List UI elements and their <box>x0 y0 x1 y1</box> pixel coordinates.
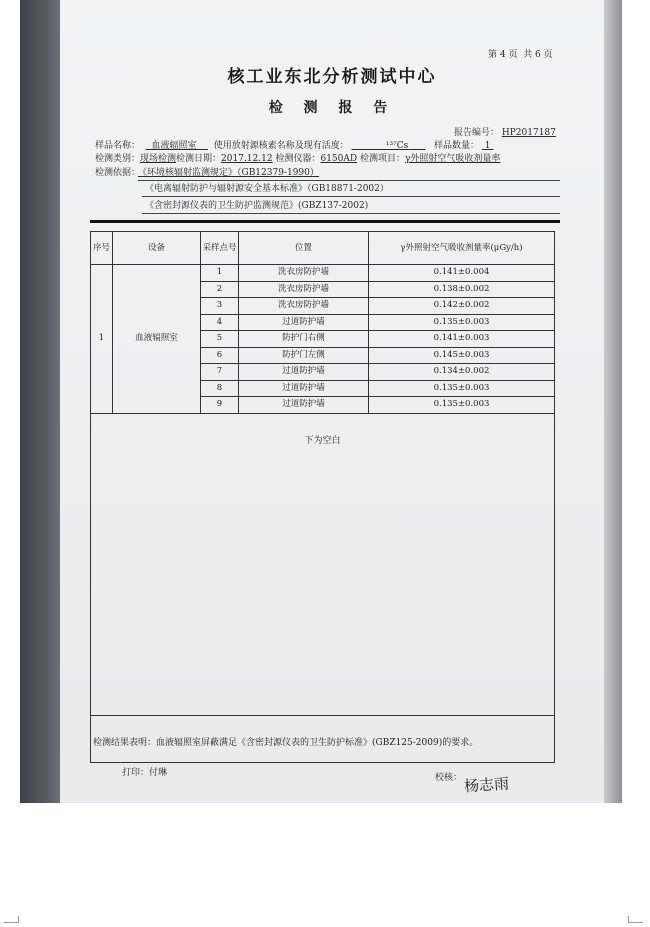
report-title: 检 测 报 告 <box>268 100 396 116</box>
point-cell: 8 <box>201 380 239 397</box>
report-page <box>60 0 604 803</box>
header-rate: γ外照射空气吸收剂量率(μGy/h) <box>369 232 555 265</box>
printed-by: 打印：付琳 <box>122 768 168 778</box>
checker-signature: 杨志雨 <box>463 774 510 796</box>
crop-mark-right <box>628 916 643 923</box>
report-number: 报告编号： HP2017187 <box>454 128 556 138</box>
point-cell: 1 <box>201 265 239 282</box>
rate-cell: 0.135±0.003 <box>369 314 555 331</box>
page-stack-edge <box>604 0 622 803</box>
remarks-box <box>90 413 555 763</box>
basis-3: 《含密封源仪表的卫生防护监测规范》(GBZ137-2002) <box>145 201 369 211</box>
header-point: 采样点号 <box>201 232 239 265</box>
header-position: 位置 <box>239 232 369 265</box>
basis-1: 《环境核辐射监测规定》（GB12379-1990） <box>138 168 319 178</box>
position-cell: 过道防护墙 <box>239 314 369 331</box>
point-cell: 7 <box>201 364 239 381</box>
basis-2: 《电离辐射防护与辐射源安全基本标准》（GB18871-2002） <box>145 184 389 194</box>
conclusion-divider <box>91 715 554 716</box>
point-cell: 9 <box>201 397 239 414</box>
page-number: 第 4 页 共 6 页 <box>488 50 553 60</box>
rate-cell: 0.138±0.002 <box>369 281 555 298</box>
point-cell: 6 <box>201 347 239 364</box>
rate-cell: 0.141±0.004 <box>369 265 555 282</box>
position-cell: 过道防护墙 <box>239 397 369 414</box>
position-cell: 防护门左侧 <box>239 347 369 364</box>
point-cell: 4 <box>201 314 239 331</box>
position-cell: 洗衣房防护墙 <box>239 281 369 298</box>
org-title: 核工业东北分析测试中心 <box>227 67 437 87</box>
basis-rule-1 <box>138 180 560 181</box>
point-cell: 5 <box>201 331 239 348</box>
rate-cell: 0.134±0.002 <box>369 364 555 381</box>
header-divider <box>90 220 560 223</box>
header-equipment: 设备 <box>113 232 201 265</box>
point-cell: 2 <box>201 281 239 298</box>
position-cell: 过道防护墙 <box>239 364 369 381</box>
position-cell: 过道防护墙 <box>239 380 369 397</box>
binder-edge <box>20 0 60 803</box>
position-cell: 防护门右侧 <box>239 331 369 348</box>
position-cell: 洗衣房防护墙 <box>239 298 369 315</box>
basis-rule-2 <box>142 196 560 197</box>
rate-cell: 0.141±0.003 <box>369 331 555 348</box>
rate-cell: 0.145±0.003 <box>369 347 555 364</box>
table-header <box>91 232 555 265</box>
rate-cell: 0.135±0.003 <box>369 397 555 414</box>
position-cell: 洗衣房防护墙 <box>239 265 369 282</box>
crop-mark-left <box>4 916 19 923</box>
sample-name-row: 样品名称： 血液辐照室 使用放射源核素名称及现有活度： ¹³⁷Cs 样品数量： 1 <box>95 141 491 151</box>
checked-by-label: 校核： <box>435 773 463 783</box>
rate-cell: 0.142±0.002 <box>369 298 555 315</box>
seq-cell: 1 <box>91 265 113 414</box>
rate-cell: 0.135±0.003 <box>369 380 555 397</box>
basis-rule-3 <box>142 213 560 214</box>
blank-note: 下为空白 <box>304 436 341 446</box>
table-row <box>91 265 555 282</box>
measurement-table <box>90 231 555 414</box>
header-seq: 序号 <box>91 232 113 265</box>
conclusion-text: 检测结果表明：血液辐照室屏蔽满足《含密封源仪表的卫生防护标准》(GBZ125-2009)的要求。 <box>93 738 479 748</box>
basis-label: 检测依据： <box>95 168 141 178</box>
equipment-cell: 血液辐照室 <box>113 265 201 414</box>
test-info-row: 检测类别：现场检测检测日期：2017.12.12 检测仪器：6150AD 检测项目：γ外照射空气吸收剂量率 <box>95 154 501 164</box>
point-cell: 3 <box>201 298 239 315</box>
